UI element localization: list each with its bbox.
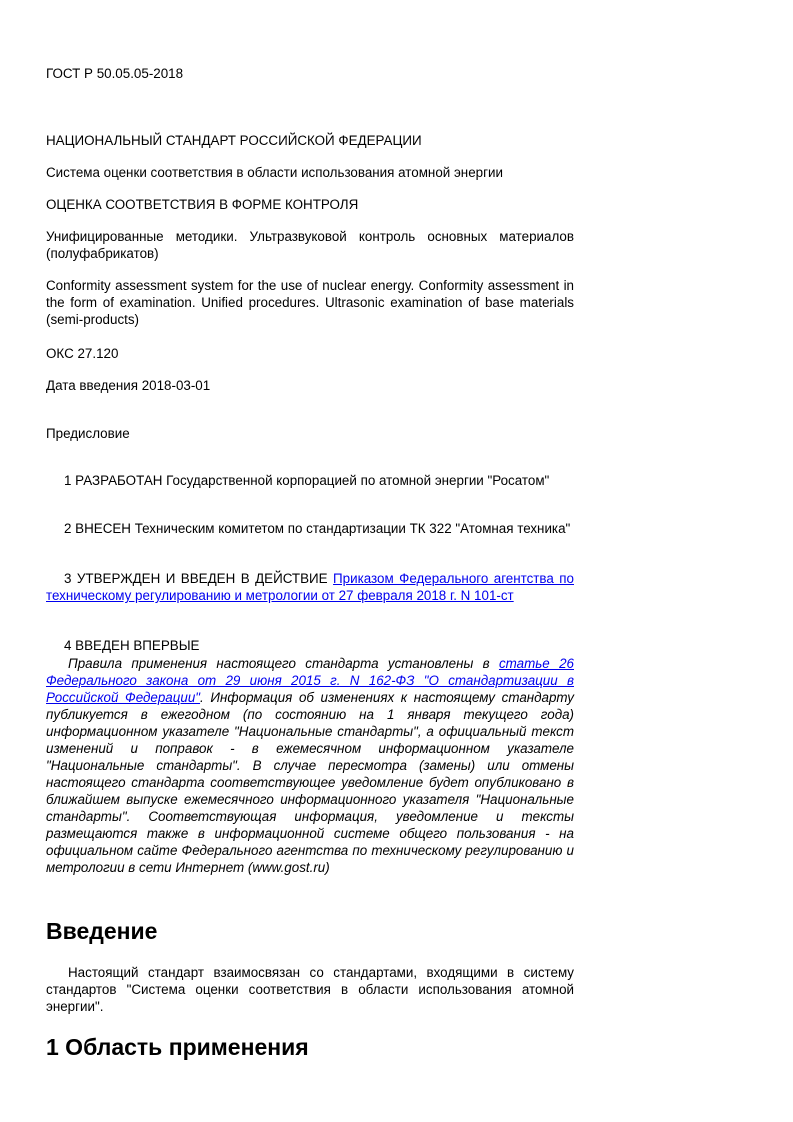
introduction-date: Дата введения 2018-03-01 xyxy=(46,378,211,393)
english-title: Conformity assessment system for the use of nuclear energy. Conformity assessment in the form of examination. Unified procedures. Ultrasonic examination of base materials (semi-products) xyxy=(46,278,574,327)
document-subtitle: Унифицированные методики. Ультразвуковой контроль основных материалов (полуфабрикатов) xyxy=(46,229,574,261)
introduction-text: Настоящий стандарт взаимосвязан со стандартами, входящими в систему стандартов "Система оценки соответствия в области использования атомной энергии". xyxy=(46,965,574,1014)
doc-code: ГОСТ Р 50.05.05-2018 xyxy=(46,66,184,81)
preface-item-2: 2 ВНЕСЕН Техническим комитетом по стандартизации ТК 322 "Атомная техника" xyxy=(64,521,571,536)
oks-code: ОКС 27.120 xyxy=(46,346,119,361)
preface-item-3 xyxy=(46,570,574,604)
preface-heading: Предисловие xyxy=(46,426,130,441)
national-standard-label: НАЦИОНАЛЬНЫЙ СТАНДАРТ РОССИЙСКОЙ ФЕДЕРАЦИИ xyxy=(46,133,422,148)
section-1-heading: 1 Область применения xyxy=(46,1034,309,1060)
rules-text-pre: Правила применения настоящего стандарта установлены в xyxy=(68,656,499,671)
rules-paragraph xyxy=(46,655,574,876)
order-link[interactable]: Приказом Федерального агентства по техническому регулированию и метрологии от 27 февраля 2018 г. N 101-ст xyxy=(46,571,574,603)
law-link[interactable]: статье 26 Федерального закона от 29 июня 2015 г. N 162-ФЗ "О стандартизации в Российской Федерации" xyxy=(46,656,574,705)
preface-item-1: 1 РАЗРАБОТАН Государственной корпорацией по атомной энергии "Росатом" xyxy=(64,473,550,488)
document-title: ОЦЕНКА СООТВЕТСТВИЯ В ФОРМЕ КОНТРОЛЯ xyxy=(46,197,359,212)
preface-item-3-text: 3 УТВЕРЖДЕН И ВВЕДЕН В ДЕЙСТВИЕ xyxy=(64,571,334,586)
preface-item-4: 4 ВВЕДЕН ВПЕРВЫЕ xyxy=(64,638,200,653)
system-name: Система оценки соответствия в области использования атомной энергии xyxy=(46,165,503,180)
rules-text-post: . Информация об изменениях к настоящему стандарту публикуется в ежегодном (по состоянию на 1 января текущего года) информационном указателе "Национальные стандарты", а официальный текст изменений и поправок - в ежемесячном информационном указателе "Национальные стандарты". В случае пересмотра (замены) или отмены настоящего стандарта соответствующее уведомление будет опубликовано в ближайшем выпуске ежемесячного информационного указателя "Национальные стандарты". Соответствующая информация, уведомление и тексты размещаются также в информационной системе общего пользования - на официальном сайте Федерального агентства по техническому регулированию и метрологии в сети Интернет (www.gost.ru) xyxy=(46,690,574,875)
introduction-heading: Введение xyxy=(46,918,158,944)
